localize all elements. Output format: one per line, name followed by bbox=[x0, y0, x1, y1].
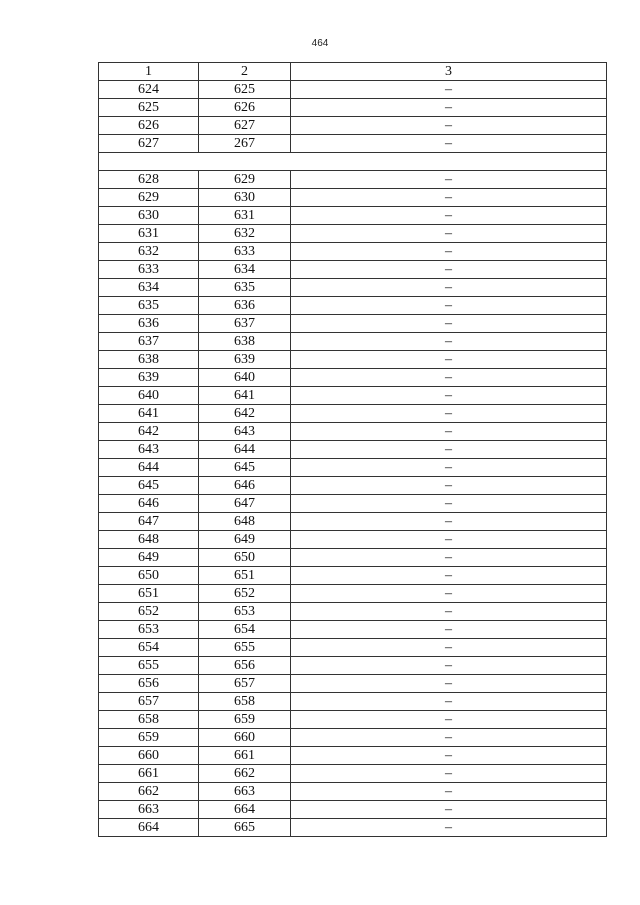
table-cell-col-1: 625 bbox=[99, 99, 199, 117]
table-row bbox=[99, 801, 607, 819]
table-cell-col-1: 634 bbox=[99, 279, 199, 297]
table-cell-col-3: – bbox=[291, 621, 607, 639]
table-cell-col-1: 644 bbox=[99, 459, 199, 477]
spacer-cell bbox=[99, 153, 607, 171]
table-cell-col-1: 645 bbox=[99, 477, 199, 495]
table-cell-col-1: 649 bbox=[99, 549, 199, 567]
table-cell-col-3: – bbox=[291, 567, 607, 585]
table-cell-col-2: 631 bbox=[199, 207, 291, 225]
table-cell-col-1: 660 bbox=[99, 747, 199, 765]
table-cell-col-1: 662 bbox=[99, 783, 199, 801]
table-cell-col-3: – bbox=[291, 207, 607, 225]
table-cell-col-3: – bbox=[291, 657, 607, 675]
table-cell-col-2: 644 bbox=[199, 441, 291, 459]
table-cell-col-3: – bbox=[291, 315, 607, 333]
table-cell-col-1: 663 bbox=[99, 801, 199, 819]
table-row bbox=[99, 621, 607, 639]
table-cell-col-3: – bbox=[291, 351, 607, 369]
table-row bbox=[99, 459, 607, 477]
table-row bbox=[99, 279, 607, 297]
table-cell-col-1: 626 bbox=[99, 117, 199, 135]
table-cell-col-1: 643 bbox=[99, 441, 199, 459]
table-cell-col-2: 647 bbox=[199, 495, 291, 513]
table-cell-col-1: 628 bbox=[99, 171, 199, 189]
table-cell-col-3: – bbox=[291, 549, 607, 567]
table-cell-col-3: – bbox=[291, 585, 607, 603]
table-cell-col-2: 643 bbox=[199, 423, 291, 441]
header-row bbox=[99, 63, 607, 81]
header-col-1: 1 bbox=[99, 63, 199, 81]
table-row bbox=[99, 783, 607, 801]
table-cell-col-2: 652 bbox=[199, 585, 291, 603]
table-row bbox=[99, 207, 607, 225]
table-cell-col-3: – bbox=[291, 729, 607, 747]
table-cell-col-2: 629 bbox=[199, 171, 291, 189]
table-body-before-gap bbox=[99, 81, 607, 153]
table-cell-col-1: 655 bbox=[99, 657, 199, 675]
table-cell-col-1: 639 bbox=[99, 369, 199, 387]
table-row bbox=[99, 567, 607, 585]
table-row bbox=[99, 549, 607, 567]
table-cell-col-3: – bbox=[291, 189, 607, 207]
table-row bbox=[99, 585, 607, 603]
table-cell-col-2: 636 bbox=[199, 297, 291, 315]
table-cell-col-2: 638 bbox=[199, 333, 291, 351]
table-cell-col-2: 627 bbox=[199, 117, 291, 135]
table-cell-col-1: 659 bbox=[99, 729, 199, 747]
table-cell-col-1: 640 bbox=[99, 387, 199, 405]
table-row bbox=[99, 423, 607, 441]
spacer-row bbox=[99, 153, 607, 171]
table-cell-col-2: 267 bbox=[199, 135, 291, 153]
table-cell-col-3: – bbox=[291, 243, 607, 261]
table-cell-col-3: – bbox=[291, 639, 607, 657]
table-row bbox=[99, 99, 607, 117]
table-cell-col-3: – bbox=[291, 477, 607, 495]
table-cell-col-3: – bbox=[291, 675, 607, 693]
table-cell-col-2: 637 bbox=[199, 315, 291, 333]
table-cell-col-3: – bbox=[291, 495, 607, 513]
table-row bbox=[99, 639, 607, 657]
table-cell-col-2: 646 bbox=[199, 477, 291, 495]
table-cell-col-2: 653 bbox=[199, 603, 291, 621]
table-row bbox=[99, 351, 607, 369]
table-row bbox=[99, 171, 607, 189]
table-row bbox=[99, 81, 607, 99]
table-cell-col-2: 659 bbox=[199, 711, 291, 729]
table-cell-col-2: 650 bbox=[199, 549, 291, 567]
table-cell-col-2: 632 bbox=[199, 225, 291, 243]
table-cell-col-3: – bbox=[291, 801, 607, 819]
table-row bbox=[99, 729, 607, 747]
table-cell-col-3: – bbox=[291, 747, 607, 765]
table-cell-col-2: 640 bbox=[199, 369, 291, 387]
table-row bbox=[99, 711, 607, 729]
table-cell-col-3: – bbox=[291, 135, 607, 153]
table-cell-col-1: 624 bbox=[99, 81, 199, 99]
table-cell-col-3: – bbox=[291, 225, 607, 243]
table-cell-col-2: 654 bbox=[199, 621, 291, 639]
page-number: 464 bbox=[311, 38, 329, 49]
table-cell-col-2: 662 bbox=[199, 765, 291, 783]
table-cell-col-2: 642 bbox=[199, 405, 291, 423]
table-cell-col-1: 641 bbox=[99, 405, 199, 423]
table-row bbox=[99, 387, 607, 405]
table-cell-col-2: 658 bbox=[199, 693, 291, 711]
table-gap bbox=[99, 153, 607, 171]
table-cell-col-3: – bbox=[291, 765, 607, 783]
table-cell-col-2: 664 bbox=[199, 801, 291, 819]
table-cell-col-1: 633 bbox=[99, 261, 199, 279]
table-cell-col-1: 648 bbox=[99, 531, 199, 549]
table-row bbox=[99, 765, 607, 783]
table-cell-col-1: 627 bbox=[99, 135, 199, 153]
table-cell-col-1: 656 bbox=[99, 675, 199, 693]
table-cell-col-1: 652 bbox=[99, 603, 199, 621]
table-cell-col-2: 633 bbox=[199, 243, 291, 261]
table-cell-col-3: – bbox=[291, 693, 607, 711]
table-cell-col-1: 647 bbox=[99, 513, 199, 531]
table-cell-col-1: 664 bbox=[99, 819, 199, 837]
table-row bbox=[99, 675, 607, 693]
table-row bbox=[99, 747, 607, 765]
table-row bbox=[99, 135, 607, 153]
table-cell-col-2: 661 bbox=[199, 747, 291, 765]
table-row bbox=[99, 261, 607, 279]
table-cell-col-1: 637 bbox=[99, 333, 199, 351]
table-cell-col-3: – bbox=[291, 603, 607, 621]
table-cell-col-3: – bbox=[291, 261, 607, 279]
table-cell-col-2: 660 bbox=[199, 729, 291, 747]
table-cell-col-1: 653 bbox=[99, 621, 199, 639]
table-cell-col-3: – bbox=[291, 423, 607, 441]
table-cell-col-3: – bbox=[291, 441, 607, 459]
table-cell-col-1: 657 bbox=[99, 693, 199, 711]
table-cell-col-2: 665 bbox=[199, 819, 291, 837]
data-table bbox=[98, 62, 607, 837]
table-cell-col-3: – bbox=[291, 81, 607, 99]
table-row bbox=[99, 243, 607, 261]
table-cell-col-1: 629 bbox=[99, 189, 199, 207]
header-col-2: 2 bbox=[199, 63, 291, 81]
table-cell-col-2: 651 bbox=[199, 567, 291, 585]
table-cell-col-3: – bbox=[291, 387, 607, 405]
table-row bbox=[99, 405, 607, 423]
table-row bbox=[99, 531, 607, 549]
table-cell-col-1: 635 bbox=[99, 297, 199, 315]
table-row bbox=[99, 819, 607, 837]
table-cell-col-2: 630 bbox=[199, 189, 291, 207]
table-cell-col-3: – bbox=[291, 531, 607, 549]
table-cell-col-1: 630 bbox=[99, 207, 199, 225]
table-cell-col-2: 649 bbox=[199, 531, 291, 549]
table-row bbox=[99, 513, 607, 531]
table-row bbox=[99, 657, 607, 675]
table-cell-col-2: 657 bbox=[199, 675, 291, 693]
table-cell-col-1: 651 bbox=[99, 585, 199, 603]
table-cell-col-2: 625 bbox=[199, 81, 291, 99]
table-cell-col-1: 632 bbox=[99, 243, 199, 261]
table-cell-col-1: 638 bbox=[99, 351, 199, 369]
table-cell-col-1: 646 bbox=[99, 495, 199, 513]
table-row bbox=[99, 117, 607, 135]
table-cell-col-2: 634 bbox=[199, 261, 291, 279]
table-row bbox=[99, 297, 607, 315]
table-row bbox=[99, 603, 607, 621]
table-body-after-gap bbox=[99, 171, 607, 837]
table-cell-col-3: – bbox=[291, 171, 607, 189]
table-row bbox=[99, 333, 607, 351]
table-cell-col-2: 648 bbox=[199, 513, 291, 531]
table-cell-col-3: – bbox=[291, 117, 607, 135]
table-row bbox=[99, 225, 607, 243]
header-col-3: 3 bbox=[291, 63, 607, 81]
table-cell-col-3: – bbox=[291, 459, 607, 477]
table-row bbox=[99, 369, 607, 387]
table-cell-col-1: 661 bbox=[99, 765, 199, 783]
table-cell-col-2: 663 bbox=[199, 783, 291, 801]
table-cell-col-3: – bbox=[291, 783, 607, 801]
table-cell-col-3: – bbox=[291, 405, 607, 423]
table-cell-col-1: 631 bbox=[99, 225, 199, 243]
table-row bbox=[99, 495, 607, 513]
table-row bbox=[99, 477, 607, 495]
table-cell-col-3: – bbox=[291, 297, 607, 315]
table-cell-col-3: – bbox=[291, 369, 607, 387]
table-cell-col-2: 655 bbox=[199, 639, 291, 657]
table-cell-col-2: 626 bbox=[199, 99, 291, 117]
table-row bbox=[99, 189, 607, 207]
table-row bbox=[99, 693, 607, 711]
table-cell-col-2: 635 bbox=[199, 279, 291, 297]
table-cell-col-3: – bbox=[291, 279, 607, 297]
table-row bbox=[99, 441, 607, 459]
table-cell-col-1: 654 bbox=[99, 639, 199, 657]
table-cell-col-3: – bbox=[291, 819, 607, 837]
table-cell-col-1: 650 bbox=[99, 567, 199, 585]
table-cell-col-2: 645 bbox=[199, 459, 291, 477]
table-cell-col-1: 642 bbox=[99, 423, 199, 441]
table-cell-col-2: 641 bbox=[199, 387, 291, 405]
table-cell-col-3: – bbox=[291, 711, 607, 729]
table-row bbox=[99, 315, 607, 333]
table-cell-col-3: – bbox=[291, 513, 607, 531]
table-cell-col-3: – bbox=[291, 99, 607, 117]
table-cell-col-3: – bbox=[291, 333, 607, 351]
table-cell-col-2: 656 bbox=[199, 657, 291, 675]
table-cell-col-2: 639 bbox=[199, 351, 291, 369]
table-cell-col-1: 636 bbox=[99, 315, 199, 333]
table-cell-col-1: 658 bbox=[99, 711, 199, 729]
